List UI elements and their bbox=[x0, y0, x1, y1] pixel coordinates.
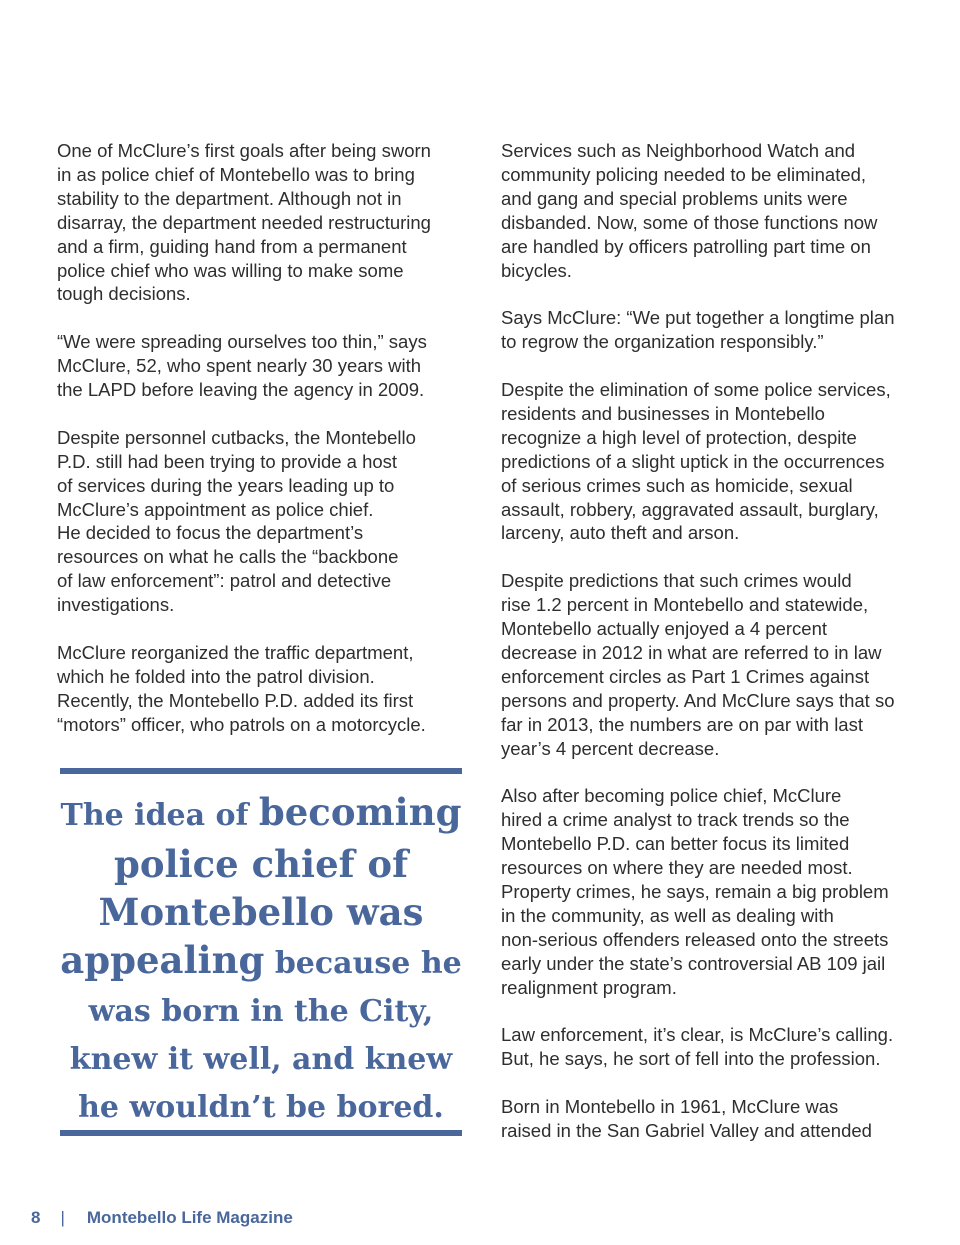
text-line: of services during the years leading up to bbox=[57, 474, 395, 496]
text-line: disarray, the department needed restructuring bbox=[57, 211, 431, 233]
paragraph bbox=[501, 1023, 911, 1071]
paragraph bbox=[57, 330, 449, 402]
text-line: far in 2013, the numbers are on par with last bbox=[501, 713, 863, 735]
text-line: recognize a high level of protection, despite bbox=[501, 426, 857, 448]
quote-fragment: The idea of bbox=[60, 798, 259, 833]
text-line: of serious crimes such as homicide, sexual bbox=[501, 474, 853, 496]
quote-line bbox=[60, 788, 462, 840]
text-line: “motors” officer, who patrols on a motorcycle. bbox=[57, 713, 426, 735]
quote-line bbox=[60, 936, 462, 988]
publication-name: Montebello Life Magazine bbox=[86, 1208, 293, 1227]
text-line: resources on where they are needed most. bbox=[501, 857, 853, 879]
text-line: Services such as Neighborhood Watch and bbox=[501, 140, 856, 161]
page-number: 8 bbox=[31, 1208, 41, 1227]
quote-fragment: because he bbox=[264, 946, 462, 981]
text-line: to regrow the organization responsibly.” bbox=[501, 331, 824, 353]
text-line: early under the state’s controversial AB 109 jail bbox=[501, 952, 886, 974]
text-line: in the community, as well as dealing with bbox=[501, 904, 834, 926]
text-line: Also after becoming police chief, McClure bbox=[501, 785, 842, 807]
text-line: and gang and special problems units were bbox=[501, 187, 848, 209]
text-line: Born in Montebello in 1961, McClure was bbox=[501, 1096, 839, 1118]
paragraph bbox=[57, 426, 449, 617]
quote-emphasis: appealing bbox=[60, 938, 265, 982]
text-line: Despite personnel cutbacks, the Montebello bbox=[57, 426, 416, 448]
paragraph bbox=[57, 139, 449, 306]
paragraph bbox=[501, 1095, 911, 1143]
text-line: predictions of a slight uptick in the occurrences bbox=[501, 450, 885, 472]
text-line: residents and businesses in Montebello bbox=[501, 402, 825, 424]
text-line: McClure reorganized the traffic department, bbox=[57, 641, 414, 663]
text-line: Montebello P.D. can better focus its limited bbox=[501, 833, 850, 855]
text-line: rise 1.2 percent in Montebello and statewide, bbox=[501, 594, 869, 616]
text-line: non-serious offenders released onto the streets bbox=[501, 928, 889, 950]
text-line: Property crimes, he says, remain a big problem bbox=[501, 881, 889, 903]
text-line: “We were spreading ourselves too thin,” says bbox=[57, 331, 427, 353]
text-line: year’s 4 percent decrease. bbox=[501, 737, 720, 759]
quote-line: was born in the City, bbox=[88, 994, 434, 1029]
text-line: larceny, auto theft and arson. bbox=[501, 522, 740, 544]
text-line: persons and property. And McClure says that so bbox=[501, 689, 895, 711]
text-line: and a firm, guiding hand from a permanent bbox=[57, 235, 407, 257]
text-line: McClure, 52, who spent nearly 30 years with bbox=[57, 355, 422, 377]
text-line: P.D. still had been trying to provide a host bbox=[57, 450, 398, 472]
quote-line: Montebello was bbox=[98, 890, 424, 934]
pull-quote-top-rule bbox=[60, 768, 462, 774]
text-line: One of McClure’s first goals after being sworn bbox=[57, 140, 431, 161]
text-line: Recently, the Montebello P.D. added its first bbox=[57, 689, 414, 711]
text-line: Montebello actually enjoyed a 4 percent bbox=[501, 618, 828, 640]
text-line: Law enforcement, it’s clear, is McClure’s calling. bbox=[501, 1024, 894, 1046]
paragraph bbox=[57, 641, 449, 737]
text-line: of law enforcement”: patrol and detective bbox=[57, 570, 392, 592]
page-footer bbox=[31, 1208, 293, 1228]
text-line: investigations. bbox=[57, 594, 175, 616]
text-line: McClure’s appointment as police chief. bbox=[57, 498, 374, 520]
footer-separator: | bbox=[60, 1208, 65, 1227]
text-line: assault, robbery, aggravated assault, burglary, bbox=[501, 498, 879, 520]
text-line: raised in the San Gabriel Valley and attended bbox=[501, 1120, 872, 1142]
paragraph bbox=[501, 378, 911, 545]
text-line: bicycles. bbox=[501, 259, 572, 281]
quote-emphasis: becoming bbox=[258, 790, 462, 834]
text-line: which he folded into the patrol division. bbox=[57, 665, 375, 687]
paragraph bbox=[501, 784, 911, 999]
pull-quote-text bbox=[60, 788, 462, 1132]
text-line: police chief who was willing to make some bbox=[57, 259, 404, 281]
pull-quote bbox=[60, 768, 462, 1136]
text-line: disbanded. Now, some of those functions now bbox=[501, 211, 878, 233]
text-line: are handled by officers patrolling part time on bbox=[501, 235, 871, 257]
quote-line: he wouldn’t be bored. bbox=[78, 1090, 444, 1125]
pull-quote-bottom-rule bbox=[60, 1130, 462, 1136]
quote-line: knew it well, and knew bbox=[69, 1042, 453, 1077]
text-line: stability to the department. Although not in bbox=[57, 187, 402, 209]
left-column bbox=[57, 139, 449, 761]
text-line: community policing needed to be eliminated, bbox=[501, 163, 867, 185]
text-line: resources on what he calls the “backbone bbox=[57, 546, 399, 568]
text-line: hired a crime analyst to track trends so the bbox=[501, 809, 850, 831]
paragraph bbox=[501, 306, 911, 354]
text-line: Says McClure: “We put together a longtime plan bbox=[501, 307, 895, 329]
paragraph bbox=[501, 139, 911, 282]
text-line: the LAPD before leaving the agency in 2009. bbox=[57, 379, 425, 401]
text-line: tough decisions. bbox=[57, 283, 191, 305]
text-line: in as police chief of Montebello was to bring bbox=[57, 163, 415, 185]
text-line: enforcement circles as Part 1 Crimes against bbox=[501, 665, 870, 687]
quote-line: police chief of bbox=[113, 842, 409, 886]
paragraph bbox=[501, 569, 911, 760]
text-line: Despite the elimination of some police services, bbox=[501, 379, 891, 401]
text-line: decrease in 2012 in what are referred to in law bbox=[501, 641, 882, 663]
text-line: realignment program. bbox=[501, 976, 677, 998]
text-line: But, he says, he sort of fell into the profession. bbox=[501, 1048, 881, 1070]
text-line: He decided to focus the department’s bbox=[57, 522, 364, 544]
text-line: Despite predictions that such crimes would bbox=[501, 570, 852, 592]
right-column bbox=[501, 139, 911, 1167]
